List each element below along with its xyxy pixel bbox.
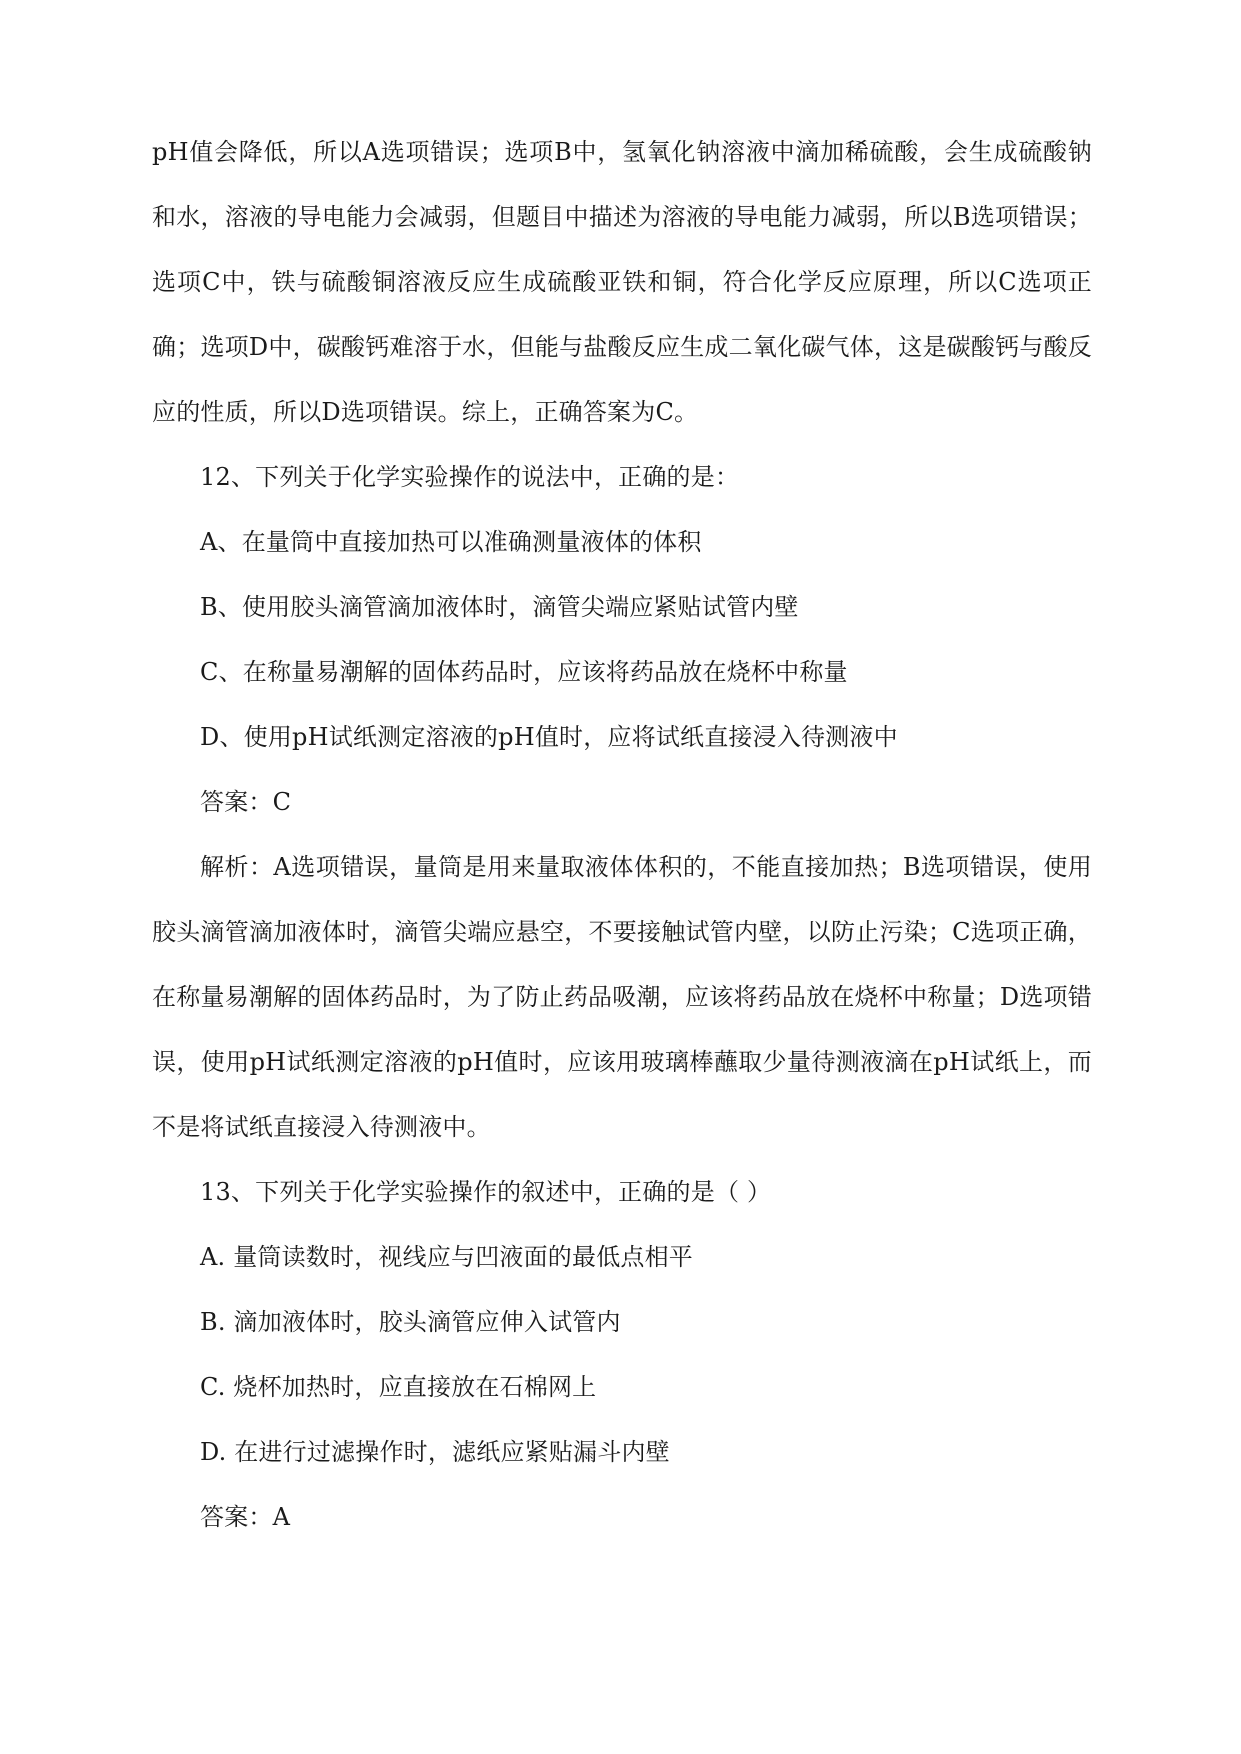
question-13-option-d: D. 在进行过滤操作时，滤纸应紧贴漏斗内壁 bbox=[200, 1438, 670, 1466]
question-12-option-c: C、在称量易潮解的固体药品时，应该将药品放在烧杯中称量 bbox=[200, 658, 848, 686]
question-12-analysis: 解析：A选项错误，量筒是用来量取液体体积的，不能直接加热；B选项错误，使用胶头滴管滴加液体时，滴管尖端应悬空，不要接触试管内壁，以防止污染；C选项正确，在称量易潮解的固体药品时，为了防止药品吸潮，应该将药品放在烧杯中称量；D选项错误，使用pH试纸测定溶液的pH值时，应该用玻璃棒蘸取少量待测液滴在pH试纸上，而不是将试纸直接浸入待测液中。 bbox=[152, 853, 1092, 1141]
question-13-option-c: C. 烧杯加热时，应直接放在石棉网上 bbox=[200, 1373, 597, 1401]
question-12-option-b: B、使用胶头滴管滴加液体时，滴管尖端应紧贴试管内壁 bbox=[200, 593, 799, 621]
question-12-answer: 答案：C bbox=[200, 788, 292, 816]
question-13: 13、下列关于化学实验操作的叙述中，正确的是（ ） bbox=[200, 1178, 772, 1206]
question-12-option-d: D、使用pH试纸测定溶液的pH值时，应将试纸直接浸入待测液中 bbox=[200, 723, 898, 751]
document-body bbox=[152, 120, 1092, 1550]
question-13-option-a: A. 量筒读数时，视线应与凹液面的最低点相平 bbox=[200, 1243, 693, 1271]
question-13-answer: 答案：A bbox=[200, 1503, 291, 1531]
previous-analysis-continuation: pH值会降低，所以A选项错误；选项B中，氢氧化钠溶液中滴加稀硫酸，会生成硫酸钠和水，溶液的导电能力会减弱，但题目中描述为溶液的导电能力减弱，所以B选项错误；选项C中，铁与硫酸铜溶液反应生成硫酸亚铁和铜，符合化学反应原理，所以C选项正确；选项D中，碳酸钙难溶于水，但能与盐酸反应生成二氧化碳气体，这是碳酸钙与酸反应的性质，所以D选项错误。综上，正确答案为C。 bbox=[152, 138, 1092, 426]
question-12: 12、下列关于化学实验操作的说法中，正确的是： bbox=[200, 463, 740, 491]
question-13-option-b: B. 滴加液体时，胶头滴管应伸入试管内 bbox=[200, 1308, 621, 1336]
question-12-option-a: A、在量筒中直接加热可以准确测量液体的体积 bbox=[200, 528, 702, 556]
